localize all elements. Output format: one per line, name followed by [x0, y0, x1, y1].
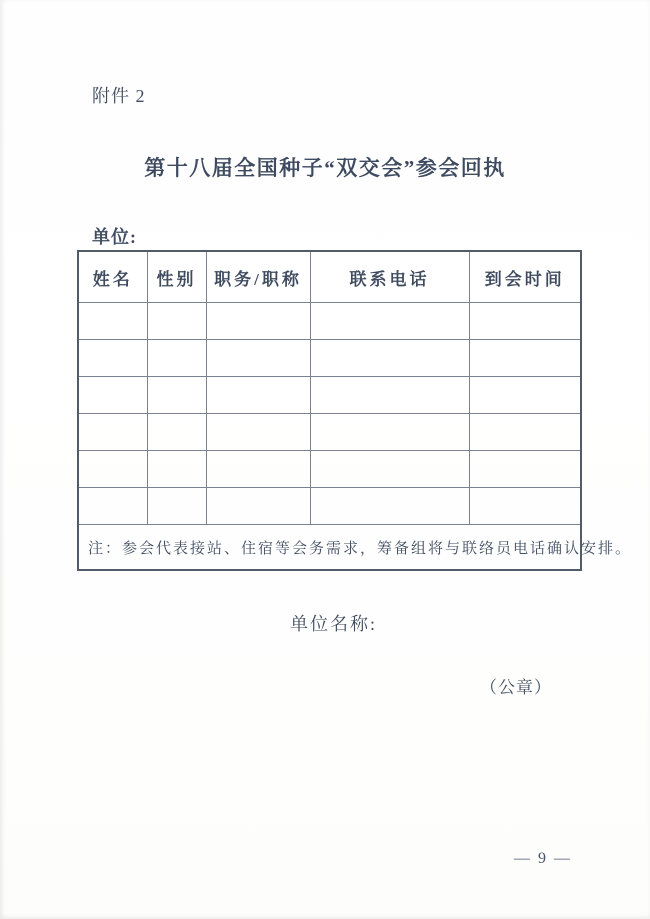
table-cell: [310, 303, 469, 340]
table-cell: [78, 488, 147, 525]
unit-name-label: 单位名称:: [290, 614, 378, 634]
table-header-row: [78, 251, 581, 303]
table-cell: [310, 340, 469, 377]
table-cell: [78, 414, 147, 451]
table-cell: [147, 488, 206, 525]
table-cell: [310, 451, 469, 488]
header-cell-name: 姓名: [78, 251, 147, 303]
table-cell: [147, 451, 206, 488]
table-row: [78, 488, 581, 525]
table-cell: [206, 377, 310, 414]
unit-label: 单位:: [92, 227, 137, 247]
table-row: [78, 414, 581, 451]
table-cell: [469, 340, 581, 377]
header-cell-arrival-time: 到会时间: [469, 251, 581, 303]
note-text: 注：参会代表接站、住宿等会务需求，筹备组将与联络员电话确认安排。: [78, 525, 581, 571]
table-cell: [310, 488, 469, 525]
table-row: [78, 303, 581, 340]
table-cell: [147, 414, 206, 451]
seal-label: （公章）: [480, 678, 552, 697]
table-cell: [206, 340, 310, 377]
registration-table: [77, 250, 633, 571]
table-cell: [147, 303, 206, 340]
table-cell: [206, 414, 310, 451]
table-cell: [469, 303, 581, 340]
table-cell: [310, 414, 469, 451]
table-row: [78, 340, 581, 377]
header-cell-gender: 性别: [147, 251, 206, 303]
table-cell: [147, 377, 206, 414]
table-cell: [469, 414, 581, 451]
table-cell: [469, 377, 581, 414]
table-cell: [78, 303, 147, 340]
table-cell: [469, 488, 581, 525]
page-number: — 9 —: [514, 850, 572, 867]
header-cell-phone: 联系电话: [310, 251, 469, 303]
table-cell: [147, 340, 206, 377]
table-cell: [78, 377, 147, 414]
table-cell: [206, 488, 310, 525]
table-cell: [78, 451, 147, 488]
attachment-label: 附件 2: [92, 86, 146, 106]
table-cell: [206, 303, 310, 340]
header-cell-position: 职务/职称: [206, 251, 310, 303]
table-cell: [310, 377, 469, 414]
note-row: [78, 525, 581, 571]
table-cell: [78, 340, 147, 377]
table-cell: [206, 451, 310, 488]
document-title: 第十八届全国种子“双交会”参会回执: [144, 156, 506, 180]
table-row: [78, 377, 581, 414]
table-body: [78, 303, 581, 525]
table-cell: [469, 451, 581, 488]
table-row: [78, 451, 581, 488]
